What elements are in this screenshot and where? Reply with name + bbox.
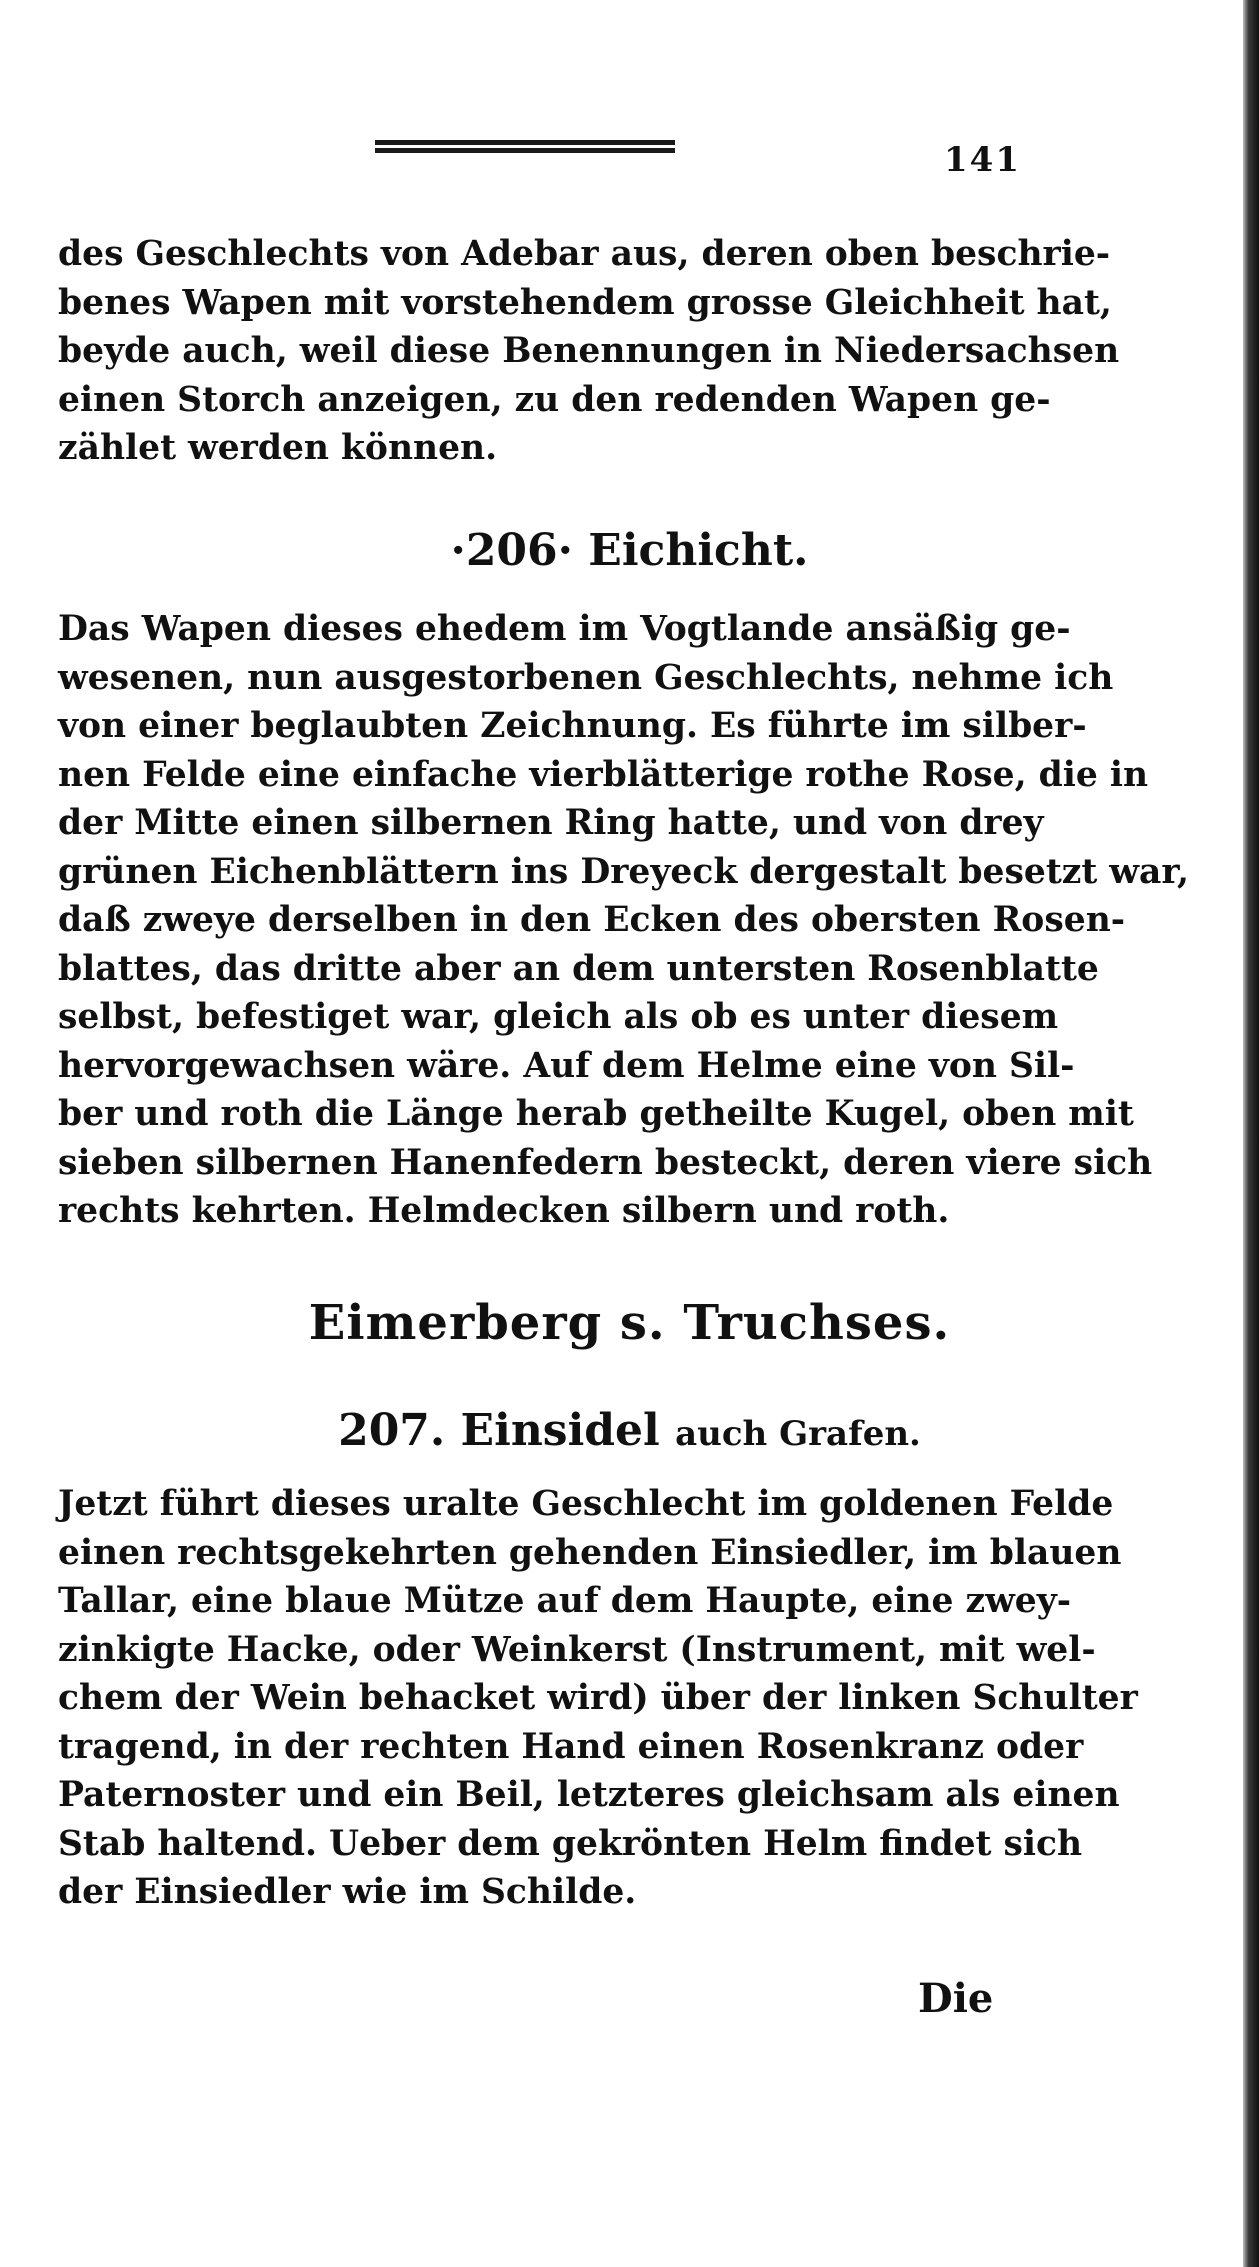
text-line: benes Wapen mit vorstehendem grosse Gleichheit hat, [58, 282, 1112, 323]
text-line: tragend, in der rechten Hand einen Rosenkranz oder [58, 1726, 1084, 1767]
section-heading-207 [0, 1405, 1259, 1456]
text-line: beyde auch, weil diese Benennungen in Niedersachsen [58, 331, 1120, 371]
text-line: ber und roth die Länge herab getheilte Kugel, oben mit [58, 1094, 1134, 1134]
text-line: der Einsiedler wie im Schilde. [58, 1872, 637, 1912]
text-line: Paternoster und ein Beil, letzteres gleichsam als einen [58, 1775, 1120, 1815]
text-line: Tallar, eine blaue Mütze auf dem Haupte, eine zwey- [58, 1581, 1072, 1621]
text-line: einen rechtsgekehrten gehenden Einsiedler, im blauen [58, 1532, 1122, 1573]
text-line: daß zweye derselben in den Ecken des obersten Rosen- [58, 900, 1126, 940]
text-line: nen Felde eine einfache vierblätterige rothe Rose, die in [58, 754, 1149, 795]
paragraph-206 [58, 605, 1190, 1236]
paragraph-intro [58, 230, 1120, 473]
text-line: Das Wapen dieses ehedem im Vogtlande ansäßig ge- [58, 609, 1071, 649]
text-line: der Mitte einen silbernen Ring hatte, und von drey [58, 803, 1044, 843]
text-line: zählet werden können. [58, 428, 498, 468]
catchword: Die [918, 1975, 994, 2022]
heading-main: 207. Einsidel [338, 1405, 660, 1456]
text-line: sieben silbernen Hanenfedern besteckt, deren viere sich [58, 1142, 1153, 1183]
text-line: wesenen, nun ausgestorbenen Geschlechts, nehme ich [58, 657, 1114, 698]
text-line: selbst, befestiget war, gleich als ob es unter diesem [58, 997, 1059, 1037]
heading-suffix: auch Grafen. [675, 1414, 921, 1454]
text-line: des Geschlechts von Adebar aus, deren oben beschrie- [58, 234, 1111, 274]
text-line: hervorgewachsen wäre. Auf dem Helme eine von Sil- [58, 1045, 1075, 1086]
text-line: grünen Eichenblättern ins Dreyeck dergestalt besetzt war, [58, 851, 1190, 892]
text-line: von einer beglaubten Zeichnung. Es führte im silber- [58, 706, 1087, 746]
text-line: einen Storch anzeigen, zu den redenden Wapen ge- [58, 379, 1051, 420]
page-number: 141 [944, 140, 1021, 180]
header-rule [375, 140, 675, 156]
section-heading-eimerberg: Eimerberg s. Truchses. [308, 1295, 951, 1351]
section-heading-206: ·206· Eichicht. [450, 525, 809, 576]
paragraph-207 [58, 1480, 1138, 1917]
text-line: Stab haltend. Ueber dem gekrönten Helm findet sich [58, 1823, 1083, 1864]
text-line: rechts kehrten. Helmdecken silbern und roth. [58, 1191, 950, 1231]
text-line: blattes, das dritte aber an dem untersten Rosenblatte [58, 948, 1099, 989]
text-line: Jetzt führt dieses uralte Geschlecht im goldenen Felde [58, 1484, 1114, 1524]
text-line: zinkigte Hacke, oder Weinkerst (Instrument, mit wel- [58, 1629, 1096, 1670]
page-edge-border [1243, 0, 1259, 2267]
text-line: chem der Wein behacket wird) über der linken Schulter [58, 1678, 1138, 1718]
